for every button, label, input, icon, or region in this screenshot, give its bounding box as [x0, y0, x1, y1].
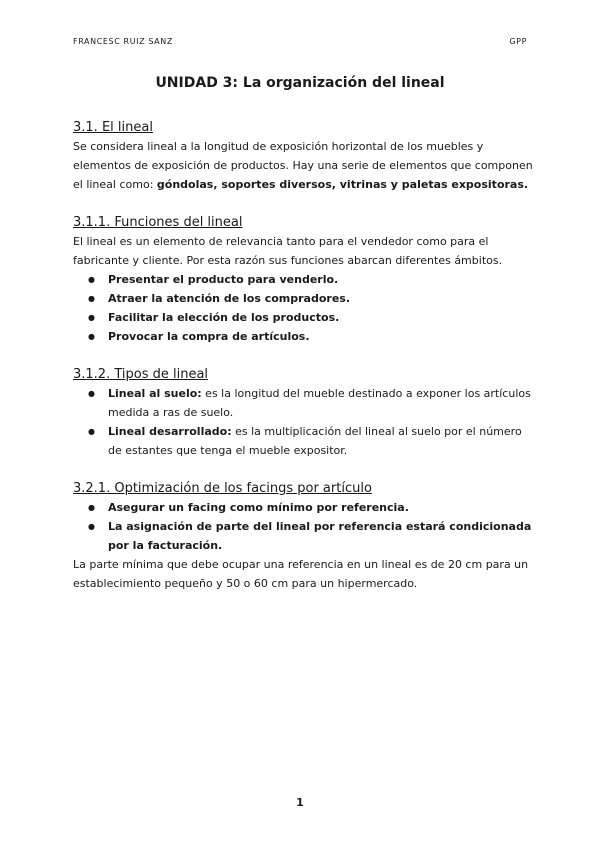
list-item: ● Asegurar un facing como mínimo por referencia. — [73, 498, 533, 517]
section-heading: 3.1.2. Tipos de lineal — [73, 367, 209, 382]
list-item: ● Provocar la compra de artículos. — [73, 327, 533, 346]
paragraph-text: Se considera lineal a la longitud de exposición horizontal de los muebles y elementos de exposición de productos. Hay una serie de elementos que componen el lineal como: — [73, 140, 533, 191]
page-number: 1 — [296, 796, 304, 809]
header-course: GPP — [509, 37, 527, 46]
section-facings — [73, 479, 533, 593]
list-item: ● La asignación de parte del lineal por referencia estará condicionada por la facturación. — [73, 517, 533, 555]
list-item-desc: es la longitud del mueble destinado a exponer los artículos medida a ras de suelo. — [108, 387, 531, 419]
paragraph — [73, 137, 533, 194]
section-tipos — [73, 365, 533, 460]
list-item-term: Lineal desarrollado: — [108, 425, 232, 438]
list-item — [73, 384, 533, 422]
document-body — [73, 118, 533, 612]
header-author: FRANCESC RUIZ SANZ — [73, 37, 173, 46]
list-item: ● Facilitar la elección de los productos. — [73, 308, 533, 327]
list-item: ● Presentar el producto para venderlo. — [73, 270, 533, 289]
paragraph: El lineal es un elemento de relevancia tanto para el vendedor como para el fabricante y cliente. Por esta razón sus funciones abarcan diferentes ámbitos. — [73, 235, 503, 267]
paragraph: La parte mínima que debe ocupar una referencia en un lineal es de 20 cm para un establecimiento pequeño y 50 o 60 cm para un hipermercado. — [73, 558, 529, 590]
bullet-list — [73, 498, 533, 555]
section-heading: 3.1. El lineal — [73, 120, 153, 135]
list-item: ● Atraer la atención de los compradores. — [73, 289, 533, 308]
page-title: UNIDAD 3: La organización del lineal — [155, 75, 445, 91]
list-item-term: Lineal al suelo: — [108, 387, 202, 400]
bullet-list — [73, 384, 533, 460]
section-heading: 3.2.1. Optimización de los facings por artículo — [73, 481, 372, 496]
paragraph-bold-text: góndolas, soportes diversos, vitrinas y paletas expositoras. — [156, 178, 529, 191]
bullet-list — [73, 270, 533, 346]
list-item-desc: es la multiplicación del lineal al suelo por el número de estantes que tenga el mueble expositor. — [108, 425, 522, 457]
list-item — [73, 422, 533, 460]
section-heading: 3.1.1. Funciones del lineal — [73, 215, 243, 230]
section-funciones — [73, 213, 533, 346]
section-el-lineal — [73, 118, 533, 194]
